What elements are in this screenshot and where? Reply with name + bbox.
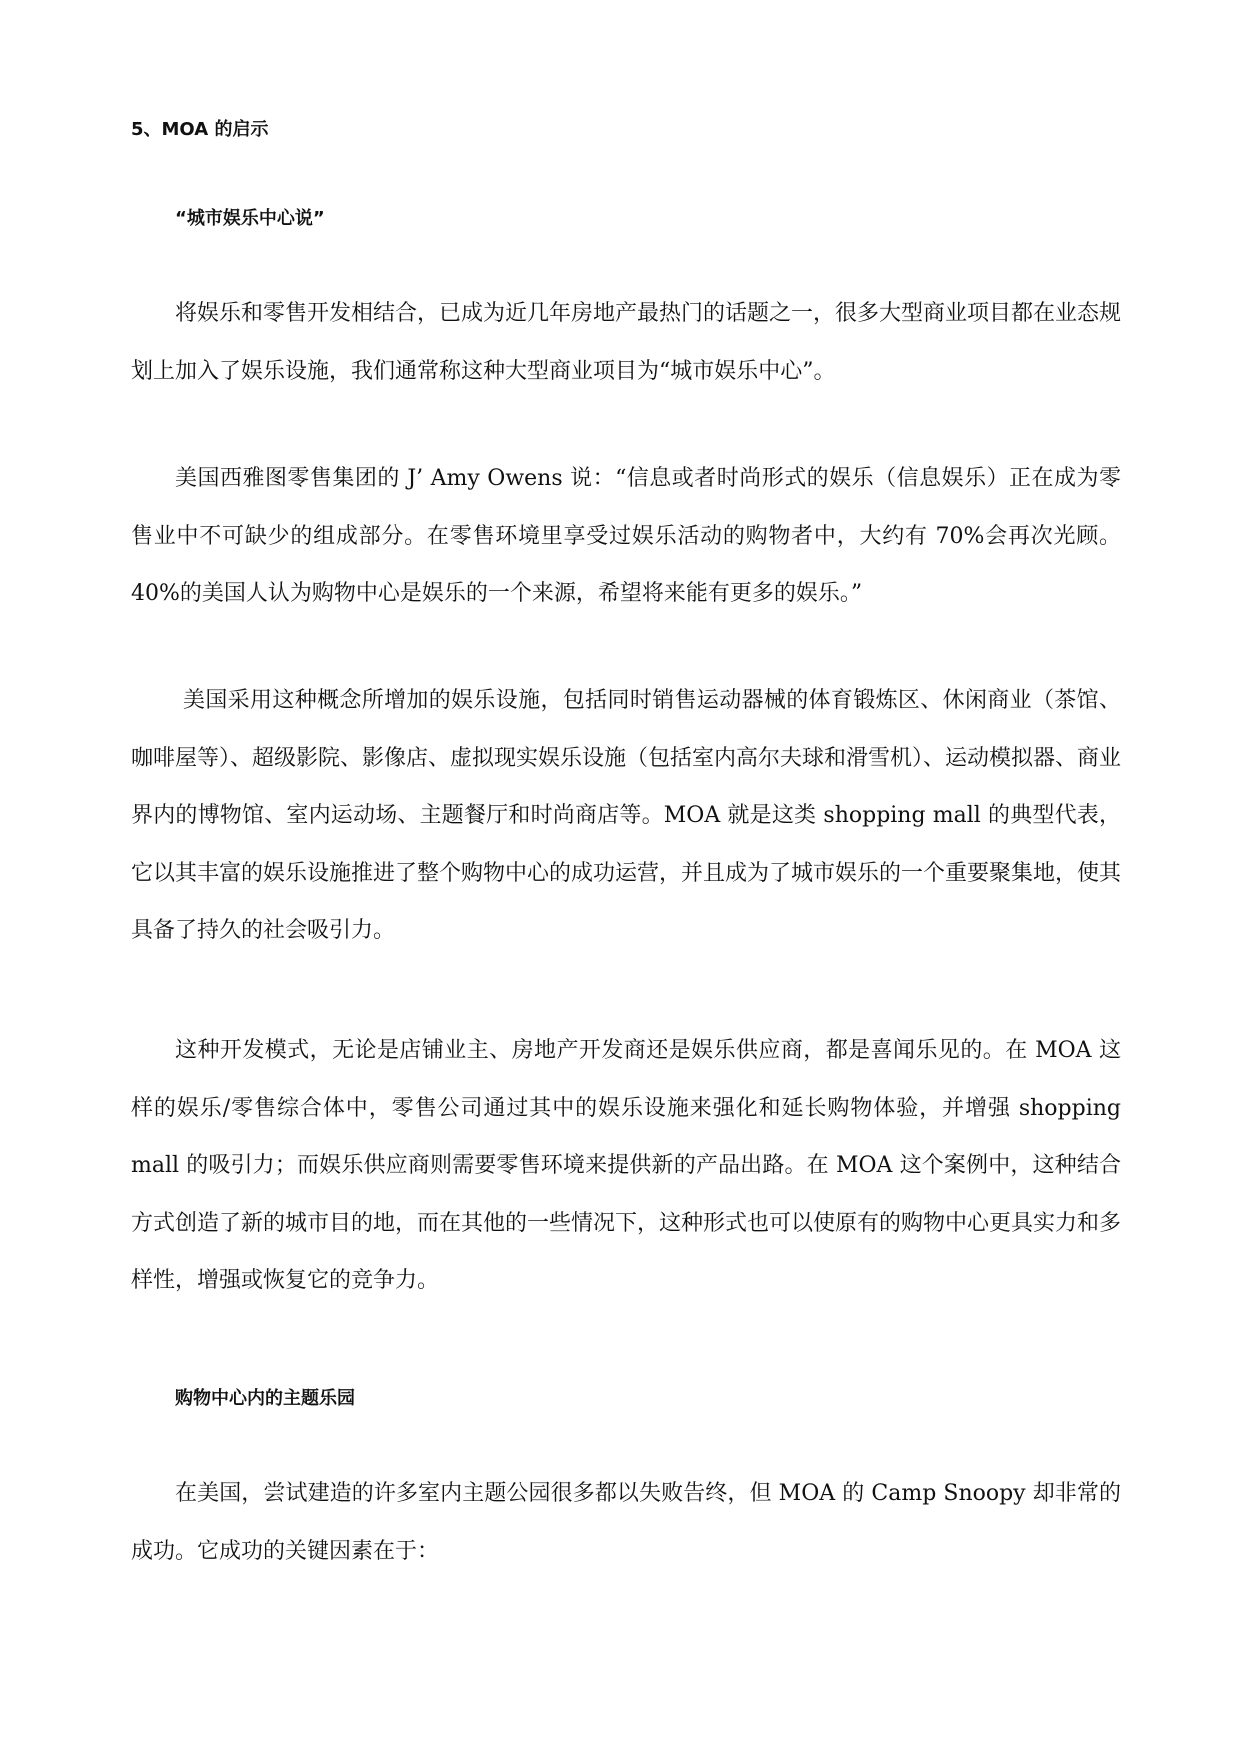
paragraph-4: 这种开发模式，无论是店铺业主、房地产开发商还是娱乐供应商，都是喜闻乐见的。在 MOA 这样的娱乐/零售综合体中，零售公司通过其中的娱乐设施来强化和延长购物体验，并增强 shopping mall 的吸引力；而娱乐供应商则需要零售环境来提供新的产品出路。在 MOA 这个案例中，这种结合方式创造了新的城市目的地，而在其他的一些情况下，这种形式也可以使原有的购物中心更具实力和多样性，增强或恢复它的竞争力。 xyxy=(131,1038,1122,1293)
paragraph-3: 美国采用这种概念所增加的娱乐设施，包括同时销售运动器械的体育锻炼区、休闲商业（茶馆、咖啡屋等）、超级影院、影像店、虚拟现实娱乐设施（包括室内高尔夫球和滑雪机）、运动模拟器、商业界内的博物馆、室内运动场、主题餐厅和时尚商店等。MOA 就是这类 shopping mall 的典型代表，它以其丰富的娱乐设施推进了整个购物中心的成功运营，并且成为了城市娱乐的一个重要聚集地，使其具备了持久的社会吸引力。 xyxy=(131,688,1122,943)
paragraph-1: 将娱乐和零售开发相结合，已成为近几年房地产最热门的话题之一，很多大型商业项目都在业态规划上加入了娱乐设施，我们通常称这种大型商业项目为“城市娱乐中心”。 xyxy=(131,301,1122,384)
paragraph-5: 在美国，尝试建造的许多室内主题公园很多都以失败告终，但 MOA 的 Camp Snoopy 却非常的成功。它成功的关键因素在于： xyxy=(131,1481,1121,1564)
subheading-city-entertainment-center: “城市娱乐中心说” xyxy=(175,208,325,229)
subheading-theme-park: 购物中心内的主题乐园 xyxy=(175,1388,355,1409)
section-heading: 5、MOA 的启示 xyxy=(131,119,269,140)
paragraph-2: 美国西雅图零售集团的 J’ Amy Owens 说：“信息或者时尚形式的娱乐（信息娱乐）正在成为零售业中不可缺少的组成部分。在零售环境里享受过娱乐活动的购物者中，大约有 70%会再次光顾。40%的美国人认为购物中心是娱乐的一个来源，希望将来能有更多的娱乐。” xyxy=(131,466,1121,606)
